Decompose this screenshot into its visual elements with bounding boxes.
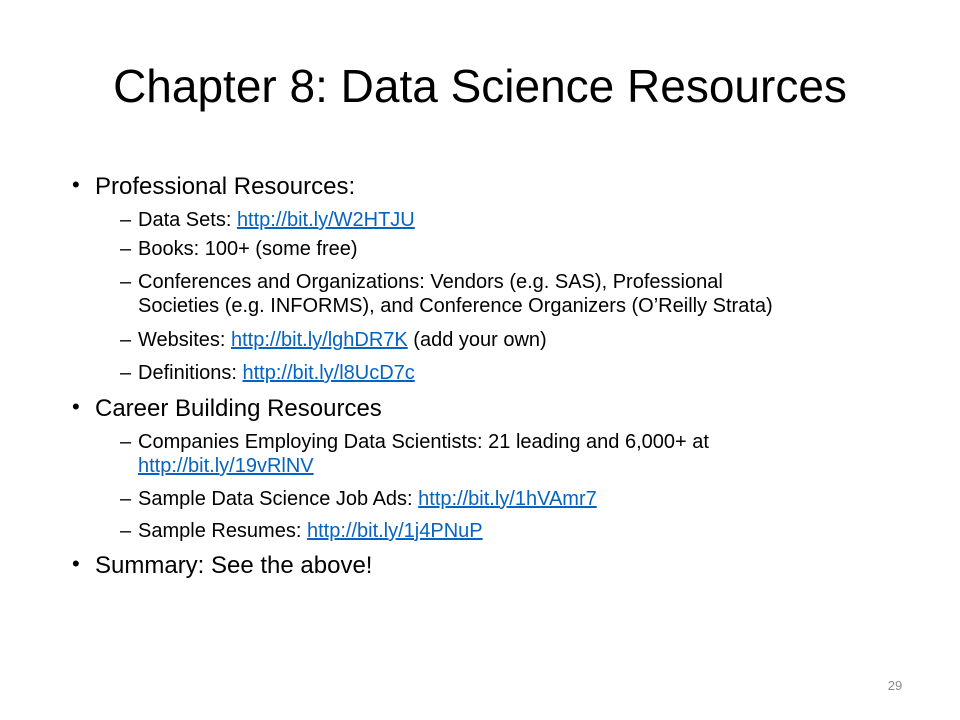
sub-bullet-marker: – xyxy=(120,520,132,542)
websites-link[interactable]: http://bit.ly/lghDR7K xyxy=(231,329,408,351)
sub-bullet-text-line1: Companies Employing Data Scientists: 21 leading and 6,000+ at xyxy=(138,431,709,453)
sub-bullet-text: Data Sets: xyxy=(138,209,237,231)
definitions-link[interactable]: http://bit.ly/l8UcD7c xyxy=(242,362,415,384)
companies-link[interactable]: http://bit.ly/19vRlNV xyxy=(138,455,314,477)
sub-bullet-marker: – xyxy=(120,431,132,453)
sub-bullet-text: Books: 100+ (some free) xyxy=(138,238,358,260)
bullet-label: Career Building Resources xyxy=(95,395,382,422)
sub-bullet-marker: – xyxy=(120,488,132,510)
sub-bullet-marker: – xyxy=(120,362,132,384)
bullet-label: Summary: See the above! xyxy=(95,552,373,579)
data-sets-link[interactable]: http://bit.ly/W2HTJU xyxy=(236,209,415,231)
sub-bullet-text: Definitions: xyxy=(138,362,243,384)
slide-title: Chapter 8: Data Science Resources xyxy=(113,60,847,112)
sub-bullet-marker: – xyxy=(120,238,132,260)
sub-bullet-marker: – xyxy=(120,271,132,293)
sub-bullet-text-line2: Societies (e.g. INFORMS), and Conference Organizers (O’Reilly Strata) xyxy=(138,295,773,317)
bullet-marker: • xyxy=(72,172,80,197)
sub-bullet-text: Websites: xyxy=(138,329,231,351)
page-number: 29 xyxy=(887,678,903,693)
resumes-link[interactable]: http://bit.ly/1j4PNuP xyxy=(306,520,483,542)
bullet-marker: • xyxy=(72,551,80,576)
bullet-marker: • xyxy=(72,394,80,419)
sub-bullet-marker: – xyxy=(120,329,132,351)
sub-bullet-text: Sample Resumes: xyxy=(138,520,307,542)
job-ads-link[interactable]: http://bit.ly/1hVAmr7 xyxy=(418,488,597,510)
bullet-label: Professional Resources: xyxy=(95,173,356,200)
sub-bullet-marker: – xyxy=(120,209,132,231)
sub-bullet-text-line1: Conferences and Organizations: Vendors (e.g. SAS), Professional xyxy=(138,271,723,293)
sub-bullet-text: Sample Data Science Job Ads: xyxy=(138,488,419,510)
sub-bullet-suffix: (add your own) xyxy=(407,329,547,351)
